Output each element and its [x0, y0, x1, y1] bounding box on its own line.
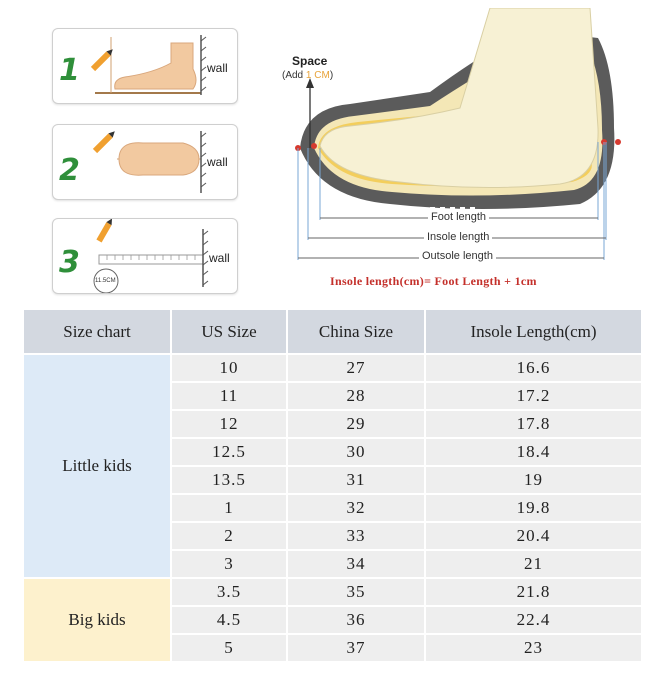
- china-size-cell: 34: [288, 551, 424, 577]
- insole-length-cell: 23: [426, 635, 641, 661]
- insole-length-cell: 21: [426, 551, 641, 577]
- insole-length-cell: 20.4: [426, 523, 641, 549]
- header-size-chart: Size chart: [24, 310, 170, 353]
- china-size-cell: 37: [288, 635, 424, 661]
- insole-length-cell: 18.4: [426, 439, 641, 465]
- china-size-cell: 28: [288, 383, 424, 409]
- wall-label: wall: [207, 61, 228, 75]
- measure-note: 11.5CM: [95, 278, 116, 284]
- table-row: [24, 579, 641, 605]
- step-3-card: [52, 218, 238, 294]
- us-size-cell: 3.5: [172, 579, 286, 605]
- insole-length-cell: 22.4: [426, 607, 641, 633]
- insole-length-cell: 21.8: [426, 579, 641, 605]
- space-title: Space: [292, 54, 328, 68]
- us-size-cell: 11: [172, 383, 286, 409]
- china-size-cell: 32: [288, 495, 424, 521]
- table-header-row: [24, 310, 641, 353]
- insole-length-label: Insole length: [424, 231, 492, 243]
- us-size-cell: 12.5: [172, 439, 286, 465]
- step-number: 3: [59, 245, 80, 280]
- us-size-cell: 13.5: [172, 467, 286, 493]
- step-2-card: [52, 124, 238, 200]
- china-size-cell: 27: [288, 355, 424, 381]
- insole-length-cell: 17.2: [426, 383, 641, 409]
- insole-length-cell: 17.8: [426, 411, 641, 437]
- table-row: [24, 355, 641, 381]
- header-china-size: China Size: [288, 310, 424, 353]
- us-size-cell: 10: [172, 355, 286, 381]
- insole-length-cell: 19.8: [426, 495, 641, 521]
- us-size-cell: 1: [172, 495, 286, 521]
- wall-label: wall: [207, 155, 228, 169]
- china-size-cell: 30: [288, 439, 424, 465]
- size-chart-table: [22, 308, 643, 663]
- step-number: 1: [59, 53, 80, 88]
- us-size-cell: 5: [172, 635, 286, 661]
- insole-formula: Insole length(cm)= Foot Length + 1cm: [330, 274, 537, 288]
- us-size-cell: 2: [172, 523, 286, 549]
- header-us-size: US Size: [172, 310, 286, 353]
- foot-length-label: Foot length: [428, 211, 489, 223]
- space-note: (Add 1 CM): [282, 70, 334, 81]
- insole-length-cell: 19: [426, 467, 641, 493]
- us-size-cell: 4.5: [172, 607, 286, 633]
- space-note-value: 1 CM: [305, 70, 330, 81]
- wall-label: wall: [209, 251, 230, 265]
- step-1-card: [52, 28, 238, 104]
- group-label-big-kids: Big kids: [24, 579, 170, 661]
- china-size-cell: 31: [288, 467, 424, 493]
- outsole-length-label: Outsole length: [419, 250, 496, 262]
- us-size-cell: 12: [172, 411, 286, 437]
- us-size-cell: 3: [172, 551, 286, 577]
- china-size-cell: 36: [288, 607, 424, 633]
- china-size-cell: 33: [288, 523, 424, 549]
- step-number: 2: [59, 153, 80, 188]
- group-label-little-kids: Little kids: [24, 355, 170, 577]
- china-size-cell: 29: [288, 411, 424, 437]
- insole-length-cell: 16.6: [426, 355, 641, 381]
- china-size-cell: 35: [288, 579, 424, 605]
- header-insole-length: Insole Length(cm): [426, 310, 641, 353]
